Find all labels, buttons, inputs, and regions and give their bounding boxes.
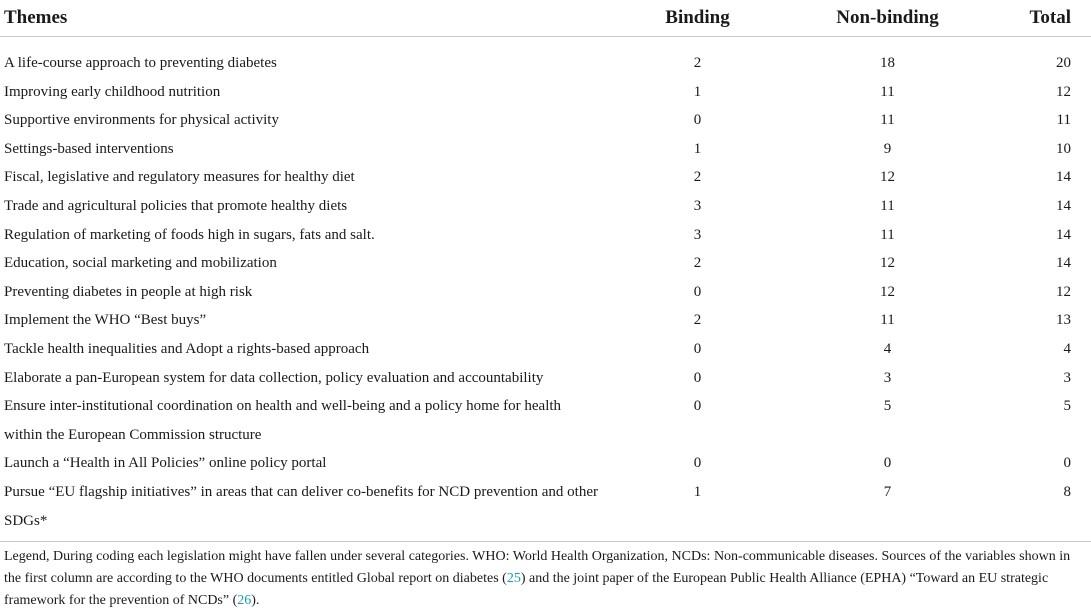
total-cell: 14 (1056, 226, 1071, 243)
non-binding-cell: 11 (880, 312, 895, 329)
total-cell: 3 (1063, 369, 1071, 386)
total-cell: 11 (1056, 112, 1071, 129)
total-cell: 14 (1056, 255, 1071, 272)
header-total: Total (980, 0, 1091, 37)
theme-cell: A life-course approach to preventing diabetes (4, 55, 277, 71)
binding-cell: 0 (693, 369, 702, 386)
binding-cell: 0 (693, 112, 702, 129)
table-body (0, 37, 1091, 542)
table-row (0, 306, 1091, 335)
theme-cell: Tackle health inequalities and Adopt a rights-based approach (4, 340, 370, 357)
table-legend (4, 546, 1084, 612)
binding-cell: 1 (693, 140, 702, 157)
total-cell: 12 (1056, 83, 1071, 100)
non-binding-cell: 9 (883, 140, 892, 157)
non-binding-cell: 18 (880, 55, 895, 71)
non-binding-cell: 3 (883, 369, 892, 386)
total-cell: 4 (1063, 340, 1071, 357)
binding-cell: 3 (693, 226, 702, 243)
header-themes: Themes (0, 0, 600, 37)
legend-text-1: Legend, During coding each legislation might have fallen under several categories. WHO: World Health Organization, NCDs: Non-communicable diseases. Sources of the variables shown in the first column are according to the WHO documents entitled Global report on diabetes ( (4, 549, 1071, 586)
binding-cell: 0 (693, 398, 702, 415)
total-cell: 8 (980, 478, 1091, 542)
total-cell: 13 (1056, 312, 1071, 329)
binding-cell: 2 (693, 255, 702, 272)
non-binding-cell: 7 (795, 478, 980, 542)
theme-cell: Fiscal, legislative and regulatory measures for healthy diet (4, 169, 355, 186)
table-row (0, 78, 1091, 107)
non-binding-cell: 12 (880, 283, 895, 300)
theme-cell: Launch a “Health in All Policies” online policy portal (4, 455, 327, 472)
table-row (0, 37, 1091, 78)
theme-cell: Preventing diabetes in people at high risk (4, 283, 253, 300)
table-row (0, 135, 1091, 164)
non-binding-cell: 0 (883, 455, 892, 472)
binding-cell: 0 (693, 340, 702, 357)
total-cell: 14 (1056, 169, 1071, 186)
theme-cell: Supportive environments for physical activity (4, 112, 279, 129)
header-row (0, 0, 1091, 37)
non-binding-cell: 5 (883, 398, 892, 415)
binding-cell: 3 (693, 197, 702, 214)
non-binding-cell: 4 (883, 340, 892, 357)
theme-cell: Trade and agricultural policies that promote healthy diets (4, 197, 348, 214)
table-row (0, 221, 1091, 250)
binding-cell: 1 (693, 83, 702, 100)
theme-cell: Ensure inter-institutional coordination on health and well-being and a policy home for health within the European Commission structure (4, 398, 562, 443)
table-row (0, 392, 1091, 449)
header-non-binding: Non-binding (795, 0, 980, 37)
non-binding-cell: 12 (880, 169, 895, 186)
total-cell: 20 (1056, 55, 1071, 71)
binding-cell: 2 (693, 55, 702, 71)
header-binding: Binding (600, 0, 795, 37)
total-cell: 5 (1063, 398, 1071, 415)
theme-cell: Elaborate a pan-European system for data collection, policy evaluation and accountability (4, 369, 544, 386)
theme-cell: Pursue “EU flagship initiatives” in areas that can deliver co-benefits for NCD prevention and other SDGs* (0, 478, 600, 542)
total-cell: 14 (1056, 197, 1071, 214)
table-row (0, 364, 1091, 393)
non-binding-cell: 12 (880, 255, 895, 272)
table-row (0, 278, 1091, 307)
table-row (0, 106, 1091, 135)
legend-text-3: ). (251, 593, 260, 608)
binding-cell: 2 (693, 312, 702, 329)
reference-link-26[interactable]: 26 (237, 593, 252, 608)
table-row (0, 192, 1091, 221)
table-row (0, 478, 1091, 542)
table-header (0, 0, 1091, 37)
non-binding-cell: 11 (880, 112, 895, 129)
theme-cell: Education, social marketing and mobilization (4, 255, 277, 272)
binding-cell: 1 (600, 478, 795, 542)
legend-text-2: ) and the joint paper of the European Public Health Alliance (EPHA) “Toward an EU strategic framework for the prevention of NCDs” ( (4, 571, 1049, 608)
table-row (0, 335, 1091, 364)
theme-cell: Regulation of marketing of foods high in sugars, fats and salt. (4, 226, 375, 243)
reference-link-25[interactable]: 25 (506, 571, 521, 586)
theme-cell: Improving early childhood nutrition (4, 83, 221, 100)
total-cell: 12 (1056, 283, 1071, 300)
theme-cell: Settings-based interventions (4, 140, 174, 157)
binding-cell: 2 (693, 169, 702, 186)
non-binding-cell: 11 (880, 197, 895, 214)
table-row (0, 249, 1091, 278)
binding-cell: 0 (693, 283, 702, 300)
binding-cell: 0 (693, 455, 702, 472)
non-binding-cell: 11 (880, 83, 895, 100)
total-cell: 10 (1056, 140, 1071, 157)
total-cell: 0 (1063, 455, 1071, 472)
table-row (0, 163, 1091, 192)
non-binding-cell: 11 (880, 226, 895, 243)
theme-cell: Implement the WHO “Best buys” (4, 312, 207, 329)
table-row (0, 449, 1091, 478)
